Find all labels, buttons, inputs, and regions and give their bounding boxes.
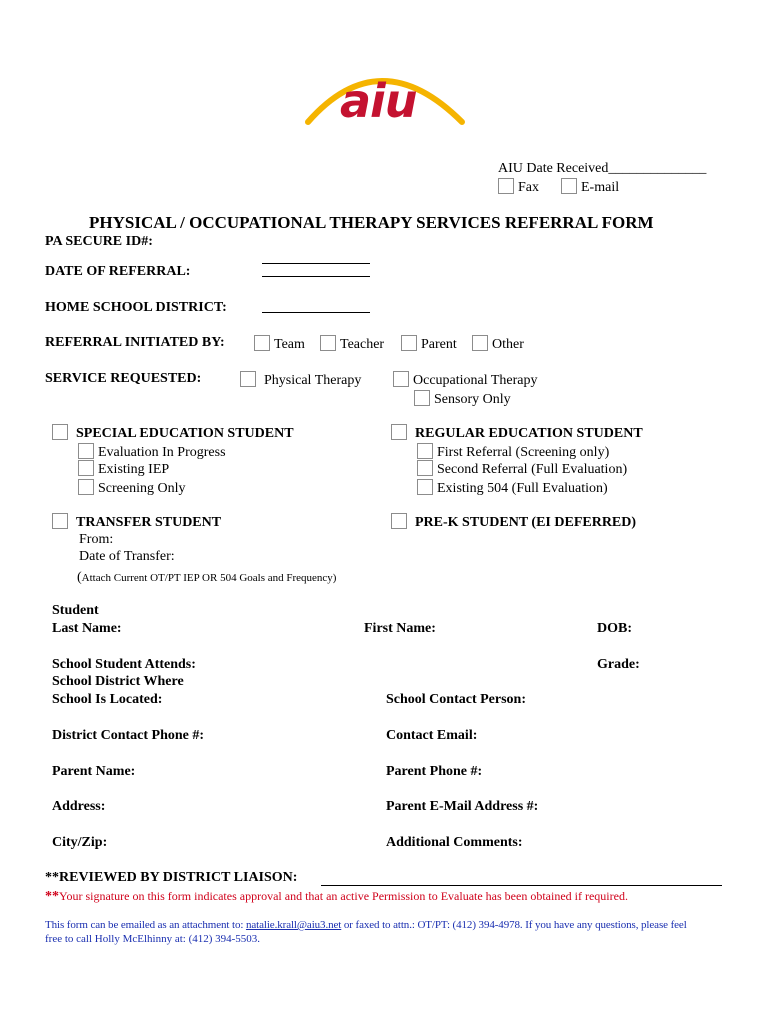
- prek-checkbox[interactable]: [391, 513, 407, 529]
- existing-iep-checkbox[interactable]: [78, 460, 94, 476]
- parent-phone-label: Parent Phone #:: [386, 764, 483, 779]
- school-attends-label: School Student Attends:: [52, 657, 196, 672]
- initiated-team-option[interactable]: [254, 335, 305, 353]
- second-referral-checkbox[interactable]: [417, 460, 433, 476]
- transfer-title: TRANSFER STUDENT: [76, 515, 222, 530]
- eval-in-progress-checkbox[interactable]: [78, 443, 94, 459]
- home-school-district-line[interactable]: [262, 312, 370, 313]
- email-checkbox-row[interactable]: [561, 178, 619, 196]
- date-of-referral-label: DATE OF REFERRAL:: [45, 264, 191, 279]
- regular-ed-first-option[interactable]: [417, 443, 609, 461]
- special-ed-title: SPECIAL EDUCATION STUDENT: [76, 426, 294, 441]
- fax-checkbox[interactable]: [498, 178, 514, 194]
- sensory-checkbox[interactable]: [414, 390, 430, 406]
- initiated-other-option[interactable]: [472, 335, 524, 353]
- footer-line-1: [45, 919, 687, 931]
- special-ed-iep-option[interactable]: [78, 460, 169, 478]
- footer-line1-post: or faxed to attn.: OT/PT: (412) 394-4978. If you have any questions, please feel: [341, 919, 687, 931]
- district-where-label: School District Where: [52, 674, 184, 689]
- first-referral-checkbox[interactable]: [417, 443, 433, 459]
- dob-label: DOB:: [597, 621, 632, 636]
- service-requested-label: SERVICE REQUESTED:: [45, 371, 202, 386]
- signature-note-text: Your signature on this form indicates approval and that an active Permission to Evaluate has been obtained if required.: [59, 889, 628, 903]
- aiu-logo: [300, 60, 470, 130]
- signature-note-stars: **: [45, 889, 59, 904]
- date-of-referral-line-2[interactable]: [262, 276, 370, 277]
- existing-504-checkbox[interactable]: [417, 479, 433, 495]
- prek-title: PRE-K STUDENT (EI DEFERRED): [415, 515, 637, 530]
- attach-note: [77, 568, 336, 586]
- screening-only-label: Screening Only: [98, 481, 186, 496]
- special-ed-checkbox[interactable]: [52, 424, 68, 440]
- city-zip-label: City/Zip:: [52, 835, 108, 850]
- additional-comments-label: Additional Comments:: [386, 835, 523, 850]
- team-label: Team: [274, 337, 305, 352]
- other-label: Other: [492, 337, 524, 352]
- attach-note-text: Attach Current OT/PT IEP OR 504 Goals and Frequency): [81, 572, 337, 584]
- footer-email-link[interactable]: natalie.krall@aiu3.net: [245, 919, 342, 931]
- email-checkbox[interactable]: [561, 178, 577, 194]
- initiated-teacher-option[interactable]: [320, 335, 384, 353]
- parent-name-label: Parent Name:: [52, 764, 136, 779]
- liaison-signature-line[interactable]: [321, 885, 722, 886]
- parent-checkbox[interactable]: [401, 335, 417, 351]
- ot-checkbox[interactable]: [393, 371, 409, 387]
- school-contact-person-label: School Contact Person:: [386, 692, 526, 707]
- attach-open-paren: (: [77, 570, 82, 585]
- referral-initiated-label: REFERRAL INITIATED BY:: [45, 335, 225, 350]
- transfer-option[interactable]: [52, 513, 221, 531]
- student-label: Student: [52, 603, 99, 618]
- other-checkbox[interactable]: [472, 335, 488, 351]
- signature-note: [45, 889, 628, 905]
- school-located-label: School Is Located:: [52, 692, 163, 707]
- pt-checkbox[interactable]: [240, 371, 256, 387]
- fax-checkbox-row[interactable]: [498, 178, 539, 196]
- regular-ed-checkbox[interactable]: [391, 424, 407, 440]
- pt-option[interactable]: [240, 371, 361, 389]
- logo-text: aiu: [340, 74, 417, 128]
- sensory-label: Sensory Only: [434, 392, 511, 407]
- existing-iep-label: Existing IEP: [98, 462, 170, 477]
- ot-label: Occupational Therapy: [413, 373, 538, 388]
- first-name-label: First Name:: [364, 621, 436, 636]
- regular-ed-title: REGULAR EDUCATION STUDENT: [415, 426, 643, 441]
- home-school-district-label: HOME SCHOOL DISTRICT:: [45, 300, 227, 315]
- teacher-label: Teacher: [340, 337, 385, 352]
- transfer-date-label: Date of Transfer:: [79, 549, 175, 564]
- parent-label: Parent: [421, 337, 457, 352]
- footer-line-2: free to call Holly McElhinny at: (412) 394-5503.: [45, 933, 261, 945]
- initiated-parent-option[interactable]: [401, 335, 457, 353]
- pa-secure-id-label: PA SECURE ID#:: [45, 234, 153, 249]
- date-of-referral-line-1[interactable]: [262, 263, 370, 264]
- second-referral-label: Second Referral (Full Evaluation): [437, 462, 628, 477]
- screening-only-checkbox[interactable]: [78, 479, 94, 495]
- email-label: E-mail: [581, 180, 620, 195]
- contact-email-label: Contact Email:: [386, 728, 478, 743]
- ot-option[interactable]: [393, 371, 538, 389]
- existing-504-label: Existing 504 (Full Evaluation): [437, 481, 608, 496]
- grade-label: Grade:: [597, 657, 640, 672]
- district-phone-label: District Contact Phone #:: [52, 728, 205, 743]
- form-title: PHYSICAL / OCCUPATIONAL THERAPY SERVICES REFERRAL FORM: [89, 213, 654, 232]
- sensory-option[interactable]: [414, 390, 511, 408]
- regular-ed-option[interactable]: [391, 424, 643, 442]
- last-name-label: Last Name:: [52, 621, 122, 636]
- transfer-from-label: From:: [79, 532, 114, 547]
- special-ed-option[interactable]: [52, 424, 294, 442]
- regular-ed-second-option[interactable]: [417, 460, 627, 478]
- transfer-checkbox[interactable]: [52, 513, 68, 529]
- first-referral-label: First Referral (Screening only): [437, 445, 610, 460]
- special-ed-eval-option[interactable]: [78, 443, 226, 461]
- teacher-checkbox[interactable]: [320, 335, 336, 351]
- reviewed-by-label: **REVIEWED BY DISTRICT LIAISON:: [45, 870, 298, 885]
- regular-ed-504-option[interactable]: [417, 479, 608, 497]
- team-checkbox[interactable]: [254, 335, 270, 351]
- footer-line1-pre: This form can be emailed as an attachment to:: [45, 919, 246, 931]
- special-ed-screening-option[interactable]: [78, 479, 185, 497]
- prek-option[interactable]: [391, 513, 636, 531]
- fax-label: Fax: [518, 180, 539, 195]
- eval-in-progress-label: Evaluation In Progress: [98, 445, 226, 460]
- address-label: Address:: [52, 799, 106, 814]
- aiu-date-received: AIU Date Received______________: [498, 161, 707, 176]
- pt-label: Physical Therapy: [264, 373, 362, 388]
- parent-email-label: Parent E-Mail Address #:: [386, 799, 539, 814]
